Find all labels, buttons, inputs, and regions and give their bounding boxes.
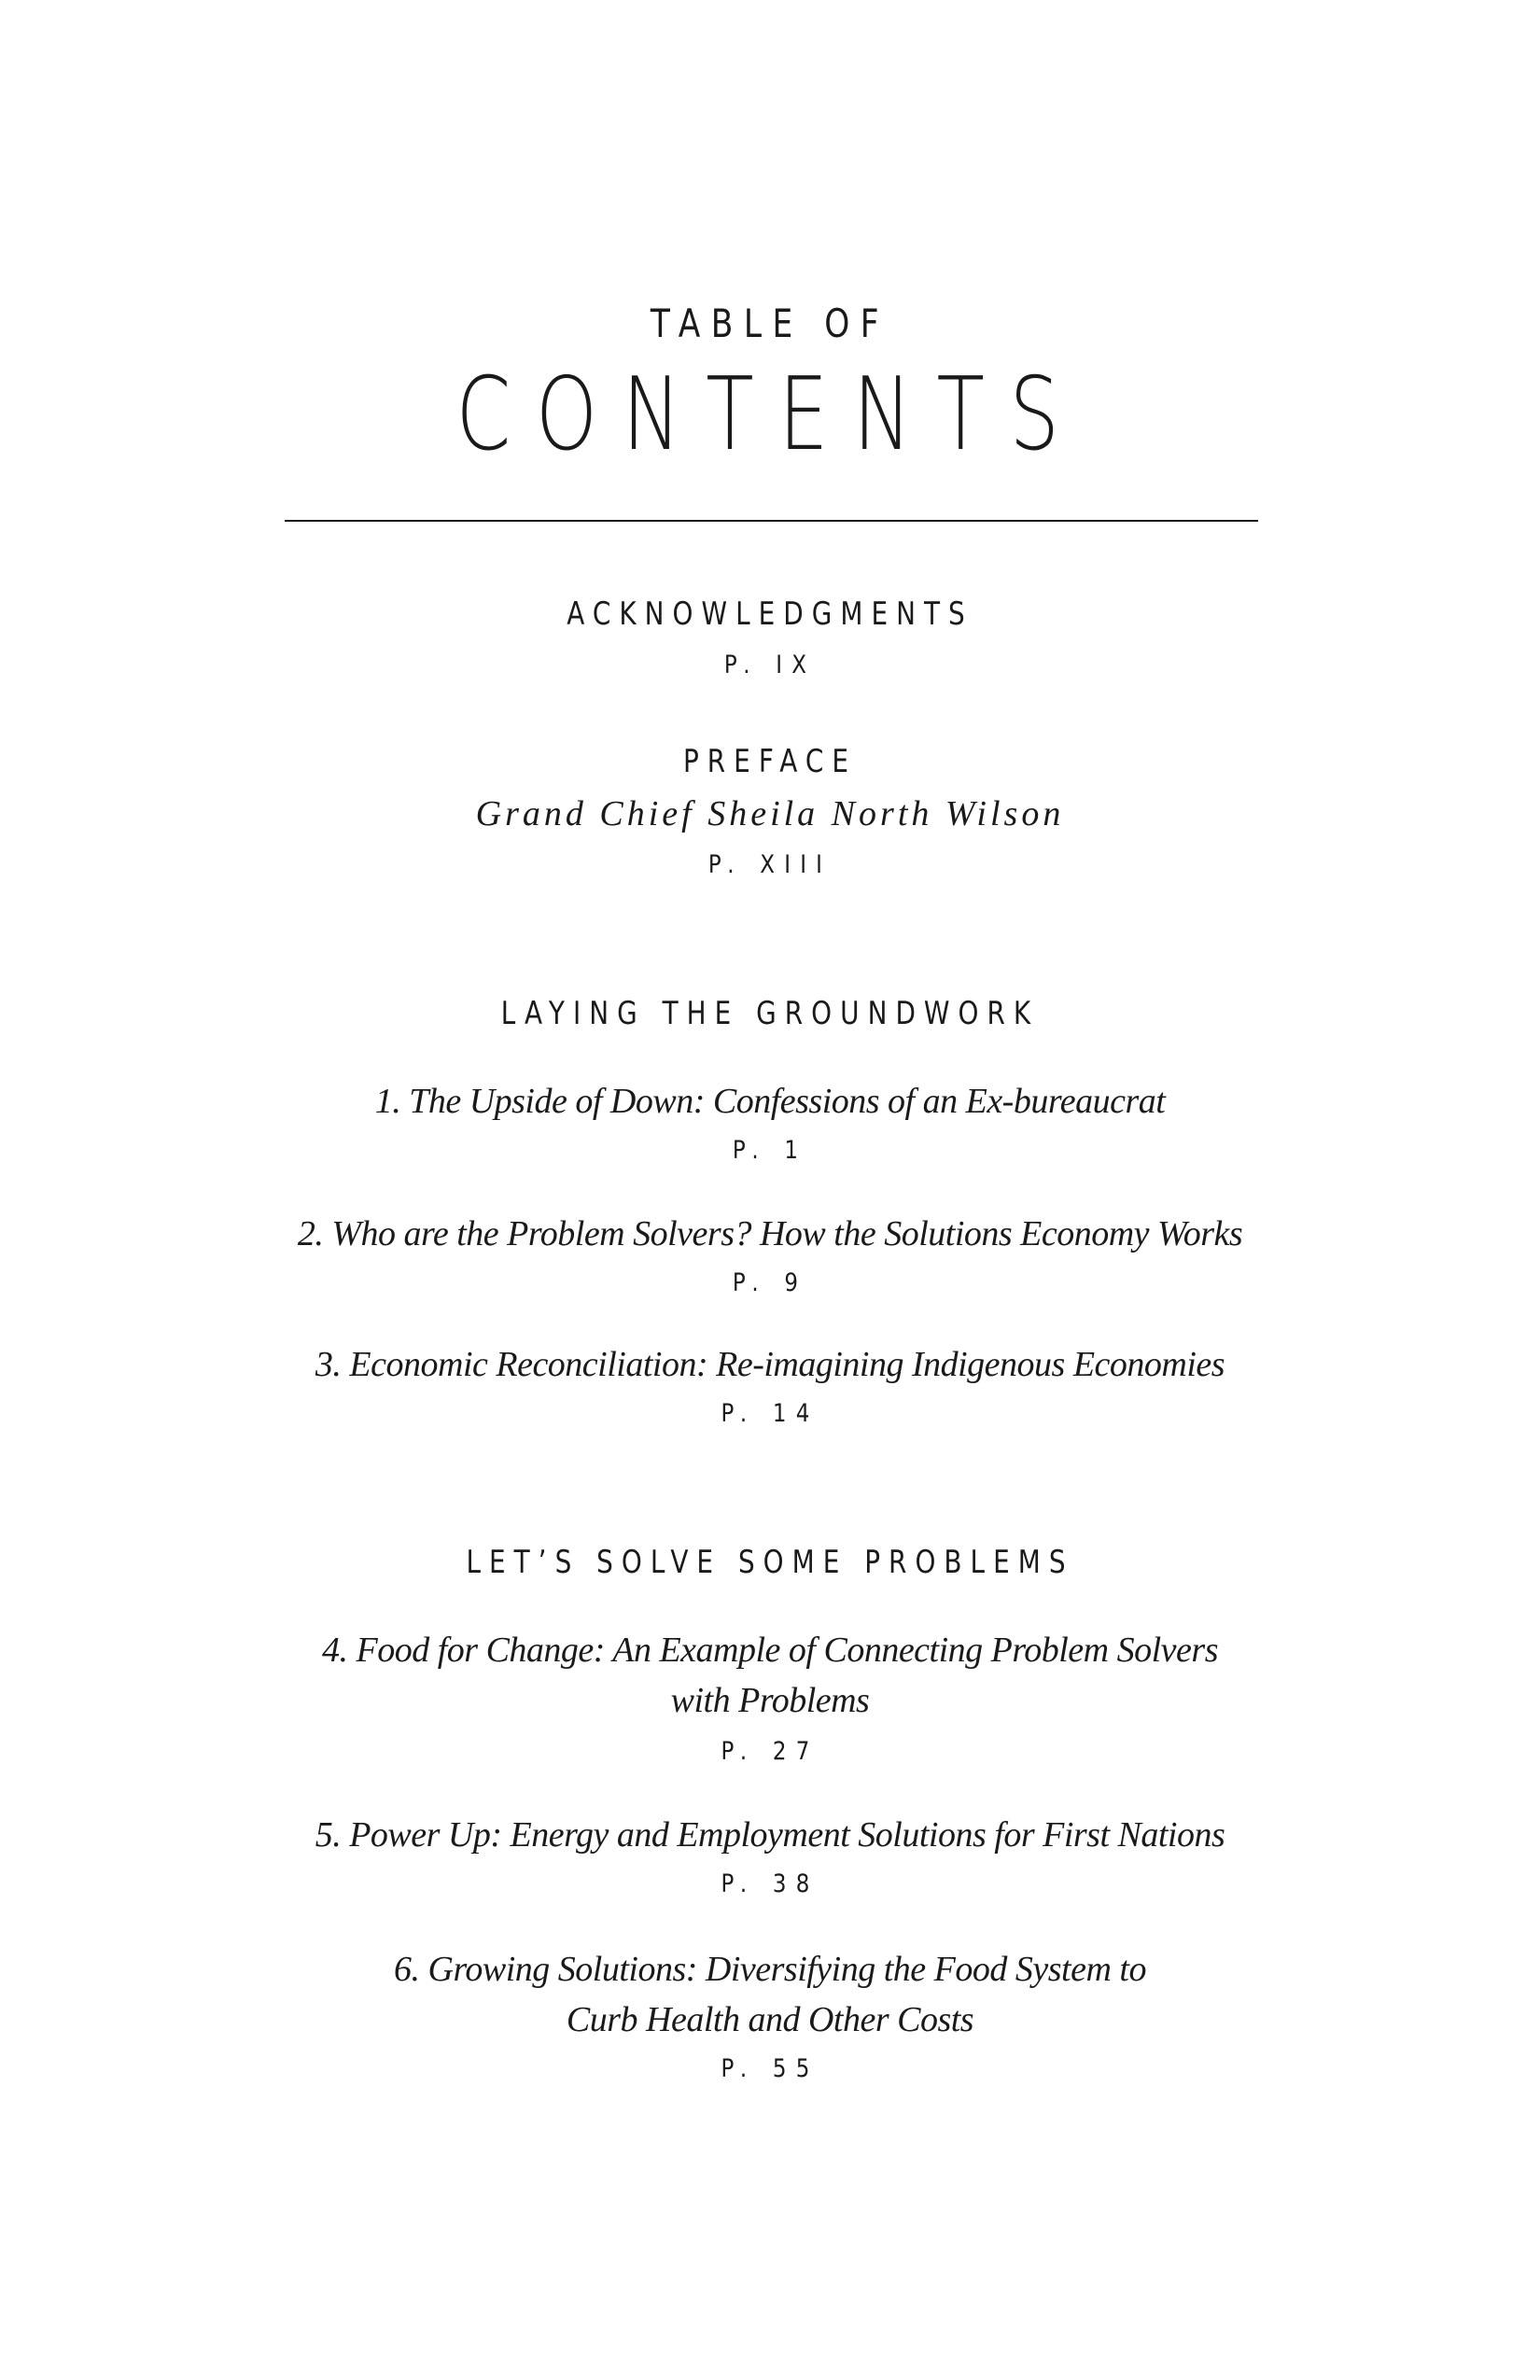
acknowledgments-page-ref: P. IX (723, 651, 817, 679)
chapter-5-title: 5. Power Up: Energy and Employment Solutions for First Nations (315, 1815, 1225, 1855)
chapter-3-title: 3. Economic Reconciliation: Re-imagining Indigenous Economies (315, 1345, 1225, 1384)
page-title: CONTENTS (455, 357, 1085, 473)
chapter-6-title-line-2: Curb Health and Other Costs (566, 2000, 974, 2039)
preface-page-ref: P. XIII (707, 850, 833, 879)
chapter-6-page-ref: P. 55 (721, 2054, 819, 2083)
chapter-1-title: 1. The Upside of Down: Confessions of an Ex-bureaucrat (374, 1082, 1166, 1121)
chapter-2-page-ref: P. 9 (732, 1268, 808, 1297)
preface-author: Grand Chief Sheila North Wilson (475, 794, 1065, 833)
part-heading-solve-problems: LET’S SOLVE SOME PROBLEMS (466, 1544, 1074, 1581)
chapter-6-title-line-1: 6. Growing Solutions: Diversifying the Food System to (394, 1950, 1146, 1989)
title-divider (285, 520, 1258, 522)
chapter-4-title-line-2: with Problems (670, 1681, 870, 1720)
chapter-4-page-ref: P. 27 (721, 1737, 819, 1766)
chapter-4-title-line-1: 4. Food for Change: An Example of Connecting Problem Solvers (322, 1631, 1218, 1670)
title-line-1: TABLE OF (650, 301, 890, 346)
chapter-2-title: 2. Who are the Problem Solvers? How the Solutions Economy Works (297, 1214, 1243, 1253)
preface-heading: PREFACE (682, 743, 858, 780)
chapter-1-page-ref: P. 1 (732, 1136, 808, 1165)
chapter-5-page-ref: P. 38 (721, 1869, 819, 1898)
part-heading-groundwork: LAYING THE GROUNDWORK (500, 995, 1040, 1032)
acknowledgments-heading: ACKNOWLEDGMENTS (567, 595, 973, 633)
chapter-3-page-ref: P. 14 (721, 1399, 819, 1428)
